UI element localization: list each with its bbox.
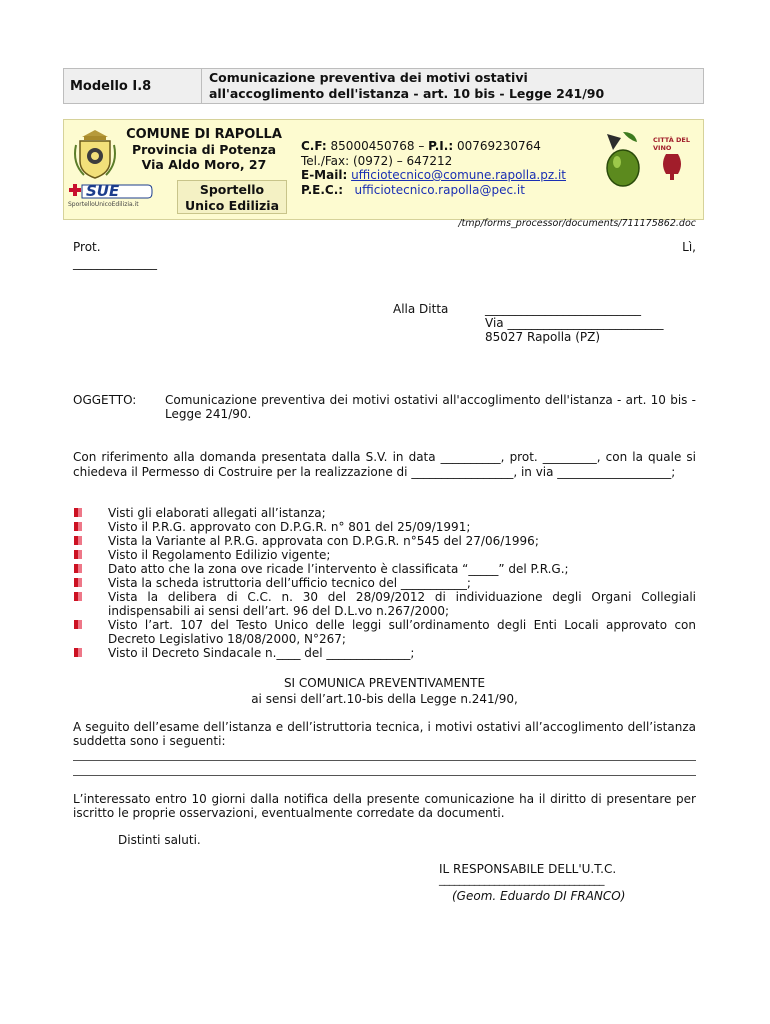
- bullet-icon: [74, 522, 82, 531]
- interessato-paragraph: L’interessato entro 10 giorni dalla notifica della presente comunicazione ha il diritto di presentare per iscritto le proprie osservazioni, eventualmente corredate da documenti.: [73, 792, 696, 820]
- list-item: Visti gli elaborati allegati all’istanza;: [73, 506, 696, 520]
- reason-line-1: [73, 760, 696, 761]
- recipient-name-line: __________________________: [485, 302, 641, 316]
- list-item: Visto il Regolamento Edilizio vigente;: [73, 548, 696, 562]
- bullet-list: [73, 506, 696, 660]
- bullet-icon: [74, 550, 82, 559]
- list-item: Visto l’art. 107 del Testo Unico delle leggi sull’ordinamento degli Enti Locali approvato con Decreto Legislativo 18/08/2000, N°267;: [73, 618, 696, 646]
- commune-province: Provincia di Potenza: [131, 142, 277, 157]
- file-path: /tmp/forms_processor/documents/711175862.doc: [458, 218, 696, 229]
- list-item: Visto il Decreto Sindacale n.____ del ______________;: [73, 646, 696, 660]
- list-item: Vista la Variante al P.R.G. approvata con D.P.G.R. n°545 del 27/06/1996;: [73, 534, 696, 548]
- reason-line-2: [73, 775, 696, 776]
- prot-blank: ______________: [73, 256, 157, 270]
- pec-link[interactable]: ufficiotecnico.rapolla@pec.it: [354, 182, 525, 197]
- intro-paragraph: Con riferimento alla domanda presentata dalla S.V. in data __________, prot. _________, con la quale si chiedeva il Permesso di Costruire per la realizzazione di _________________, in via ___________________;: [73, 450, 696, 479]
- bullet-icon: [74, 536, 82, 545]
- comunica-heading: SI COMUNICA PREVENTIVAMENTE ai sensi dell’art.10-bis della Legge n.241/90,: [251, 676, 518, 706]
- sue-logo-icon: SUE SportelloUnicoEdilizia.it: [68, 181, 156, 211]
- prot-label: Prot.: [73, 240, 101, 254]
- list-item: Visto il P.R.G. approvato con D.P.G.R. n° 801 del 25/09/1991;: [73, 520, 696, 534]
- commune-banner: [63, 119, 704, 220]
- list-item: Vista la delibera di C.C. n. 30 del 28/09/2012 di individuazione degli Organi Collegiali indispensabili ai sensi dell’art. 96 del D.L.vo n.267/2000;: [73, 590, 696, 618]
- bullet-icon: [74, 578, 82, 587]
- commune-name: COMUNE DI RAPOLLA: [126, 127, 282, 142]
- signature-name: (Geom. Eduardo DI FRANCO): [452, 889, 626, 903]
- recipient-street-line: Via __________________________: [485, 316, 664, 330]
- bullet-icon: [74, 648, 82, 657]
- signature-line: _________________________________: [439, 873, 604, 886]
- recipient-city: 85027 Rapolla (PZ): [485, 330, 601, 344]
- fiscal-codes: C.F: 85000450768 – P.I.: 00769230764: [301, 139, 541, 153]
- signature-title: IL RESPONSABILE DELL'U.T.C.: [439, 862, 617, 876]
- oggetto-label: OGGETTO:: [73, 393, 137, 407]
- olive-logo-icon: [601, 128, 645, 190]
- sportello-unico-box: Sportello Unico Edilizia: [177, 180, 287, 214]
- model-header: [63, 68, 704, 104]
- citta-del-vino-icon: CITTÀ DEL VINO: [652, 134, 692, 186]
- list-item: Dato atto che la zona ove ricade l’intervento è classificata “_____” del P.R.G.;: [73, 562, 696, 576]
- bullet-icon: [74, 564, 82, 573]
- commune-address: Via Aldo Moro, 27: [141, 157, 267, 172]
- crest-icon: [70, 125, 120, 181]
- oggetto-text: Comunicazione preventiva dei motivi ostativi all'accoglimento dell'istanza - art. 10 bis - Legge 241/90.: [165, 393, 696, 421]
- li-label: Lì,: [682, 240, 696, 254]
- model-number: Modello I.8: [64, 69, 202, 103]
- bullet-icon: [74, 508, 82, 517]
- bullet-icon: [74, 592, 82, 601]
- commune-info: [124, 127, 284, 172]
- pec-line: P.E.C.: ufficiotecnico.rapolla@pec.it: [301, 182, 525, 197]
- tel-fax: Tel./Fax: (0972) – 647212: [301, 153, 453, 168]
- list-item: Vista la scheda istruttoria dell’ufficio tecnico del ___________;: [73, 576, 696, 590]
- bullet-icon: [74, 620, 82, 629]
- document-title: Comunicazione preventiva dei motivi ostativi all'accoglimento dell'istanza - art. 10 bis - Legge 241/90: [209, 70, 605, 101]
- recipient-block: [485, 302, 663, 344]
- recipient-label: Alla Ditta: [393, 302, 449, 316]
- closing-greeting: Distinti saluti.: [118, 833, 201, 847]
- contacts-block: [301, 139, 566, 197]
- email-line: E-Mail: ufficiotecnico@comune.rapolla.pz.it: [301, 168, 567, 182]
- email-link[interactable]: ufficiotecnico@comune.rapolla.pz.it: [351, 168, 567, 182]
- seguito-paragraph: A seguito dell’esame dell’istanza e dell’istruttoria tecnica, i motivi ostativi all’accoglimento dell’istanza suddetta sono i seguenti:: [73, 720, 696, 748]
